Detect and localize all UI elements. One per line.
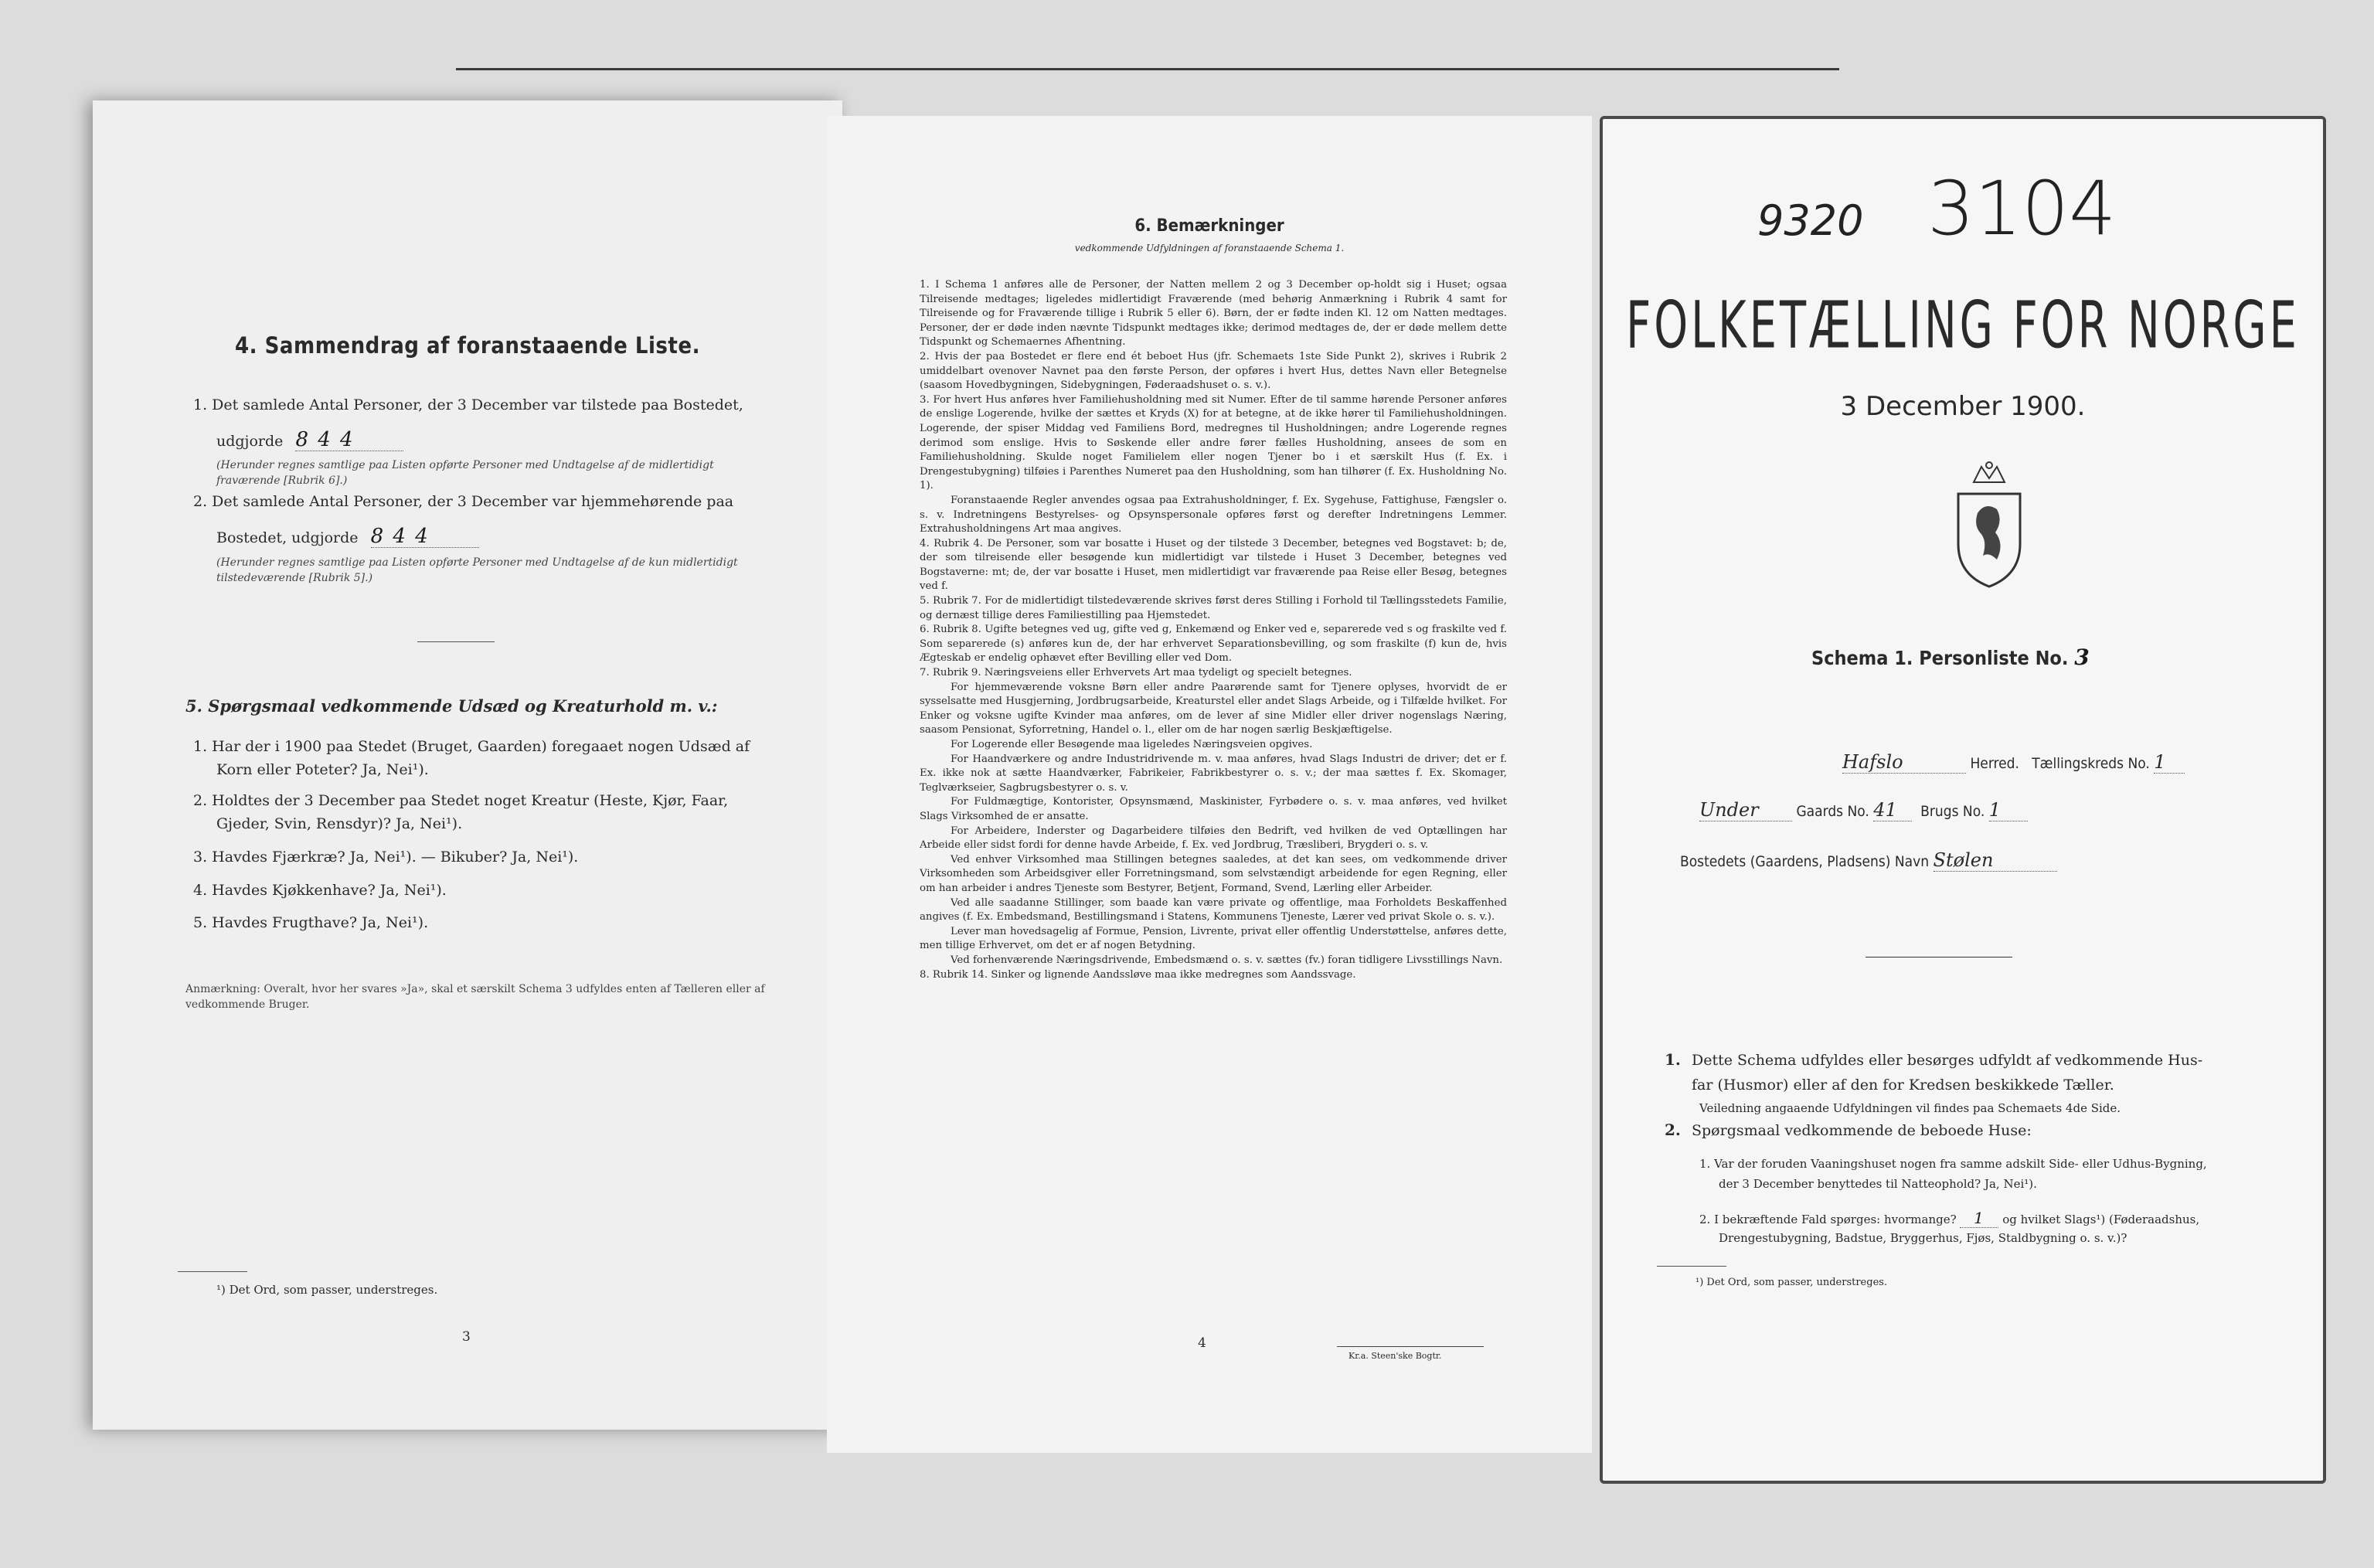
gaard-field — [1699, 799, 2028, 821]
q1-handwritten-value: 8 4 4 — [295, 429, 403, 451]
gaard-number: 41 — [1873, 799, 1912, 821]
remarks-subtitle: vedkommende Udfyldningen af foranstaaende Schema 1. — [1074, 243, 1345, 253]
remark-paragraph: 5. Rubrik 7. For de midlertidigt tilstedeværende skrives først deres Stilling i Forhold til Tællingsstedets Familie, og dernæst tillige deres Familiestilling paa Hjemstedet. — [920, 595, 1507, 621]
section5-title: 5. Spørgsmaal vedkommende Udsæd og Kreaturhold m. v.: — [185, 696, 718, 716]
s5-q2: 2. Holdtes der 3 December paa Stedet noget Kreatur (Heste, Kjør, Faar, — [193, 792, 729, 809]
archive-number-small: 9320 — [1757, 196, 1864, 245]
bosted-field — [1680, 849, 2057, 872]
middle-page — [827, 116, 1592, 1453]
remark-paragraph: For hjemmeværende voksne Børn eller andre Paarørende samt for Tjenere oplyses, hvorvidt de er sysselsatte med Husgjerning, Jordbrugsarbeide, Kreaturstel eller andet Slags Arbeide, og i Tilfælde hvilket. For Enker og voksne ugifte Kvinder maa anføres, om de lever af sine Midler eller driver nogenslags Næring, saasom Pensionat, Syforretning, Handel o. l., eller om de har nogen særlig Beskjæftigelse. — [920, 681, 1507, 736]
printer-imprint: Kr.a. Steen'ske Bogtr. — [1349, 1351, 1442, 1361]
remark-paragraph: Ved enhver Virksomhed maa Stillingen betegnes saaledes, at det kan sees, om vedkommende driver Virksomheden som Arbeidsgiver eller Forretningsmand, som selvstændigt arbeidende for egen Regning, eller om han arbeider i andres Tjeneste som Bestyrer, Betjent, Formand, Svend, Lærling eller Arbeider. — [920, 853, 1507, 894]
divider — [417, 641, 495, 642]
item2-q1a: 1. Var der foruden Vaaningshuset nogen fra samme adskilt Side- eller Udhus-Bygning, — [1699, 1157, 2207, 1171]
item2-title: Spørgsmaal vedkommende de beboede Huse: — [1692, 1122, 2032, 1139]
gaard-label: Gaards No. — [1796, 803, 1869, 820]
remark-paragraph: 6. Rubrik 8. Ugifte betegnes ved ug, gifte ved g, Enkemænd og Enker ved e, separerede ved s og fraskilte ved f. Som separerede (s) anføres kun de, der har erhvervet Separationsbevilling, og som fraskilte (f) kun de, hvis Ægteskab er endelig ophævet efter Bevilling eller ved Dom. — [920, 624, 1507, 665]
bosted-value: Stølen — [1934, 849, 2057, 872]
item1-number: 1. — [1665, 1050, 1681, 1069]
herred-field — [1842, 751, 2185, 774]
q1-line2 — [216, 429, 403, 452]
schema-number: 3 — [2074, 645, 2091, 670]
schema-text: Schema 1. Personliste No. — [1811, 647, 2069, 669]
s5-q1: 1. Har der i 1900 paa Stedet (Bruget, Gaarden) foregaaet nogen Udsæd af — [193, 738, 750, 755]
archive-number-large: 3104 — [1927, 165, 2117, 252]
herred-label: Herred. — [1970, 755, 2019, 772]
herred-value: Hafslo — [1842, 751, 1966, 774]
remark-paragraph: 1. I Schema 1 anføres alle de Personer, der Natten mellem 2 og 3 December op-holdt sig i Huset; ogsaa Tilreisende medtages; ligeledes midlertidigt Fraværende (med behørig Anmærkning i Rubrik 4 samt for Tilreisende og for Fraværende tillige i Rubrik 5 eller 6). Børn, der er fødte inden Kl. 12 om Natten medtages. Personer, der er døde inden nævnte Tidspunkt medtages ikke; derimod medtages de, der er døde mellem dette Tidspunkt og Schemaernes Afhentning. — [920, 279, 1507, 349]
footnote-rule — [178, 1271, 247, 1272]
item2-q2 — [1699, 1209, 2199, 1229]
brugs-label: Brugs No. — [1920, 803, 1985, 820]
printer-rule — [1337, 1346, 1484, 1347]
q2-line2 — [216, 526, 479, 549]
remark-paragraph: 7. Rubrik 9. Næringsveiens eller Erhvervets Art maa tydeligt og specielt betegnes. — [920, 667, 1352, 679]
footnote: ¹) Det Ord, som passer, understreges. — [216, 1283, 438, 1297]
remark-paragraph: 3. For hvert Hus anføres hver Familiehusholdning med sit Numer. Efter de til samme hørende Personer anføres de enslige Logerende, hvilke der sættes et Kryds (X) for at betegne, at de ikke hører til Familiehusholdningen. Logerende, der spiser Middag ved Familiens Bord, medregnes til Husholdningen; andre Logerende regnes derimod som enslige. Hvis to Søskende eller andre fører fælles Husholdning, ansees de som en Familiehusholdning. Skulde noget Familielem eller nogen Tjener bo i et særskilt Hus (f. Ex. i Drengestubygning) tilføies i Parenthes Numeret paa den Husholdning, som han tilhører (f. Ex. Husholdning No. 1). — [920, 393, 1507, 492]
item1-line1: Dette Schema udfyldes eller besørges udfyldt af vedkommende Hus- — [1692, 1052, 2203, 1069]
q2-label: Bostedet, udgjorde — [216, 529, 359, 546]
s5-q3: 3. Havdes Fjærkræ? Ja, Nei¹). — Bikuber? Ja, Nei¹). — [193, 849, 579, 866]
item1-line2: far (Husmor) eller af den for Kredsen beskikkede Tæller. — [1692, 1077, 2114, 1094]
brugs-number: 1 — [1989, 799, 2028, 821]
q2-note: (Herunder regnes samtlige paa Listen opførte Personer med Undtagelse af de kun midlertidigt tilstedeværende [Rubrik 5].) — [216, 556, 738, 584]
s5-q1b: Korn eller Poteter? Ja, Nei¹). — [216, 761, 429, 778]
remark-paragraph: For Haandværkere og andre Industridrivende m. v. maa anføres, hvad Slags Industri de driver; det er f. Ex. ikke nok at sætte Haandværker, Fabrikeier, Fabrikbestyrer o. s. v.; der maa sættes f. Ex. Skomager, Teglværkseier, Sagbrugsbestyrer o. s. v. — [920, 753, 1507, 794]
remark-paragraph: Lever man hovedsagelig af Formue, Pension, Livrente, privat eller offentlig Understøttelse, anføres dette, men tillige Erhvervet, om det er af nogen Betydning. — [920, 925, 1507, 952]
page-number: 3 — [462, 1329, 471, 1345]
remark-paragraph: 8. Rubrik 14. Sinker og lignende Aandssløve maa ikke medregnes som Aandssvage. — [920, 968, 1356, 981]
left-page — [93, 100, 842, 1430]
s5-q4: 4. Havdes Kjøkkenhave? Ja, Nei¹). — [193, 882, 447, 899]
remarks-body — [920, 278, 1507, 982]
item2-q2c: Drengestubygning, Badstue, Bryggerhus, Fjøs, Staldbygning o. s. v.)? — [1719, 1231, 2127, 1245]
remark-paragraph: For Arbeidere, Inderster og Dagarbeidere tilføies den Bedrift, ved hvilken de ved Optællingen har Arbeide eller sidst fordi for denne havde Arbeide, f. Ex. ved Jordbrug, Træsliberi, Brygderi o. s. v. — [920, 825, 1507, 852]
gaard-name-value: Under — [1699, 799, 1792, 821]
remark-paragraph: For Logerende eller Besøgende maa ligeledes Næringsveien opgives. — [951, 739, 1313, 750]
remark-paragraph: 2. Hvis der paa Bostedet er flere end ét beboet Hus (jfr. Schemaets 1ste Side Punkt 2), skrives i Rubrik 2 umiddelbart ovenover Navnet paa den første Person, der opføres i hvert Hus, dettes Navn eller Betegnelse (saasom Hovedbygningen, Sidebygningen, Føderaadshuset o. s. v.). — [920, 350, 1507, 392]
census-title: FOLKETÆLLING FOR NORGE — [1626, 287, 2300, 363]
remark-paragraph: 4. Rubrik 4. De Personer, som var bosatte i Huset og der tilstede 3 December, betegnes ved Bogstavet: b; de, der som tilreisende eller besøgende kun midlertidigt var tilstede i Huset 3 December, betegnes ved Bogstaverne: mt; de, der var bosatte i Huset, men midlertidigt var fraværende paa Reise eller Besøg, betegnes ved f. — [920, 537, 1507, 593]
q1-note: (Herunder regnes samtlige paa Listen opførte Personer med Undtagelse af de midlertidigt fraværende [Rubrik 6].) — [216, 459, 714, 487]
footnote-rule — [1657, 1266, 1726, 1267]
right-page — [1600, 116, 2326, 1484]
q2-line1: 2. Det samlede Antal Personer, der 3 December var hjemmehørende paa — [193, 493, 734, 510]
page-number: 4 — [1198, 1335, 1206, 1351]
item1-note: Veiledning angaaende Udfyldningen vil findes paa Schemaets 4de Side. — [1699, 1101, 2121, 1115]
s5-q5: 5. Havdes Frugthave? Ja, Nei¹). — [193, 914, 429, 931]
section4-title: 4. Sammendrag af foranstaaende Liste. — [234, 332, 701, 359]
remark-paragraph: Foranstaaende Regler anvendes ogsaa paa Extrahusholdninger, f. Ex. Sygehuse, Fattighuse, Fængsler o. s. v. Indretningens Bestyrelses- og Opsynspersonale opføres først og derefter Indretningens Lemmer. Extrahusholdningens Art maa angives. — [920, 494, 1507, 536]
item2-q1b: der 3 December benyttedes til Natteophold? Ja, Nei¹). — [1719, 1177, 2037, 1191]
remark-paragraph: Ved forhenværende Næringsdrivende, Embedsmænd o. s. v. sættes (fv.) foran tidligere Livsstillings Navn. — [951, 954, 1503, 966]
remarks-title: 6. Bemærkninger — [1134, 216, 1284, 236]
s5-q2b: Gjeder, Svin, Rensdyr)? Ja, Nei¹). — [216, 815, 463, 832]
coat-of-arms-icon — [1943, 459, 2036, 590]
top-edge-line — [456, 68, 1839, 70]
census-date: 3 December 1900. — [1840, 391, 2086, 422]
kreds-value: 1 — [2154, 751, 2185, 774]
kreds-label: Tællingskreds No. — [2032, 755, 2150, 772]
q1-line1: 1. Det samlede Antal Personer, der 3 December var tilstede paa Bostedet, — [193, 396, 743, 413]
schema-label — [1811, 645, 2091, 670]
item2-q2-tail: og hvilket Slags¹) (Føderaadshus, — [1998, 1213, 2200, 1226]
item2-number: 2. — [1665, 1121, 1681, 1139]
q1-label: udgjorde — [216, 433, 284, 450]
bosted-label: Bostedets (Gaardens, Pladsens) Navn — [1680, 853, 1930, 870]
remark-paragraph: Ved alle saadanne Stillinger, som baade kan være private og offentlige, maa Forholdets Beskaffenhed angives (f. Ex. Embedsmand, Bestillingsmand i Statens, Kommunens Tjeneste, Lærer ved privat Skole o. s. v.). — [920, 896, 1507, 923]
footnote: ¹) Det Ord, som passer, understreges. — [1695, 1277, 1888, 1288]
item2-q2-value: 1 — [1960, 1209, 1998, 1228]
remark-paragraph: For Fuldmægtige, Kontorister, Opsynsmænd, Maskinister, Fyrbødere o. s. v. maa anføres, ved hvilket Slags Virksomhed de er ansatte. — [920, 796, 1507, 822]
remark: Anmærkning: Overalt, hvor her svares »Ja», skal et særskilt Schema 3 udfyldes enten af Tælleren eller af vedkommende Bruger. — [185, 983, 765, 1011]
item2-q2-label: 2. I bekræftende Fald spørges: hvormange? — [1699, 1213, 1961, 1226]
q2-handwritten-value: 8 4 4 — [371, 526, 479, 548]
